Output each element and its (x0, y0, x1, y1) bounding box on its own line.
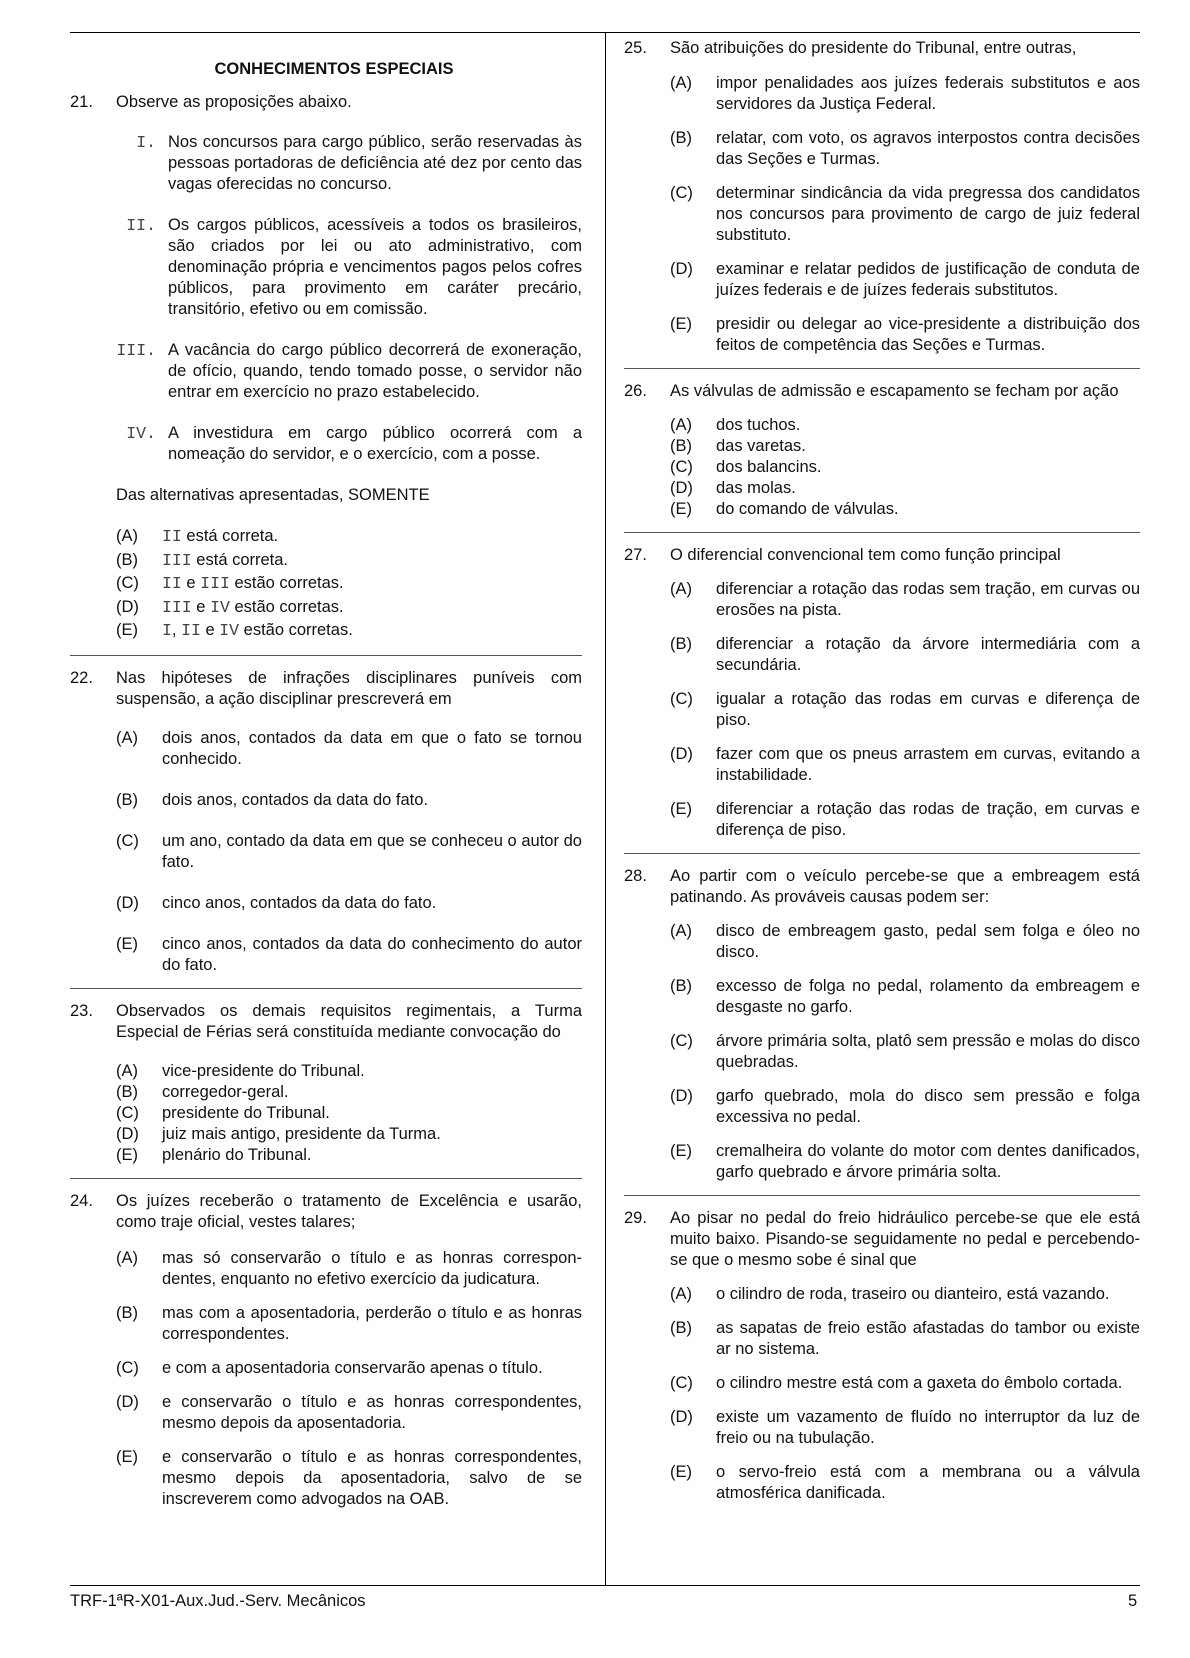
option-text: fazer com que os pneus arrastem em curvas, evitando a instabilidade. (716, 745, 1140, 784)
option-e[interactable] (670, 799, 1140, 841)
option-text: e conservarão o título e as honras correspondentes, mesmo depois da aposentadoria. (162, 1392, 582, 1432)
option-c[interactable] (116, 1103, 582, 1124)
option-letter: (B) (670, 129, 692, 147)
option-text: e com a aposentadoria conservarão apenas o título. (162, 1358, 543, 1377)
question-28 (624, 866, 1140, 1183)
option-text: existe um vazamento de fluído no interruptor da luz de freio ou na tubulação. (716, 1408, 1140, 1447)
proposition-number: I. (136, 133, 156, 152)
question-number: 28. (624, 867, 647, 885)
option-letter: (B) (670, 977, 692, 995)
question-26 (624, 381, 1140, 520)
question-25 (624, 38, 1140, 356)
option-text: está correta. (181, 527, 279, 545)
option-letter: (D) (670, 745, 693, 763)
option-list (70, 1248, 582, 1510)
option-b[interactable] (670, 436, 1140, 457)
question-number: 24. (70, 1191, 93, 1210)
option-d[interactable] (670, 478, 1140, 499)
option-text: está correta. (191, 550, 289, 569)
option-letter: (D) (670, 479, 693, 497)
question-stem: O diferencial convencional tem como função principal (670, 546, 1061, 564)
option-a[interactable] (670, 921, 1140, 963)
option-list (70, 1061, 582, 1166)
roman-numeral: III (162, 597, 192, 617)
option-text: dois anos, contados da data em que o fato se tornou conhecido. (162, 728, 582, 768)
option-a[interactable] (116, 1061, 582, 1082)
section-title: CONHECIMENTOS ESPECIAIS (214, 60, 454, 78)
option-text: dos balancins. (716, 458, 822, 476)
option-e[interactable] (116, 1447, 582, 1510)
right-column (624, 38, 1140, 1504)
question-separator (70, 988, 582, 989)
option-letter: (A) (116, 1248, 138, 1267)
question-separator (70, 1178, 582, 1179)
option-text: presidente do Tribunal. (162, 1103, 330, 1122)
option-letter: (A) (670, 922, 692, 940)
option-e[interactable] (670, 1462, 1140, 1504)
roman-numeral: III (200, 574, 230, 593)
option-letter: (B) (670, 635, 692, 653)
option-a[interactable] (670, 579, 1140, 621)
option-b[interactable] (670, 128, 1140, 170)
option-text: excesso de folga no pedal, rolamento da embreagem e desgaste no garfo. (716, 977, 1140, 1016)
proposition-list (70, 132, 582, 465)
option-text: cinco anos, contados da data do fato. (162, 893, 437, 912)
option-letter: (C) (670, 1032, 693, 1050)
option-letter: (D) (670, 1087, 693, 1105)
option-text: plenário do Tribunal. (162, 1145, 312, 1164)
left-column (70, 32, 582, 1510)
option-text: disco de embreagem gasto, pedal sem folga e óleo no disco. (716, 922, 1140, 961)
option-c[interactable] (116, 572, 582, 596)
question-separator (70, 655, 582, 656)
option-text: impor penalidades aos juízes federais substitutos e aos servidores da Justiça Federal. (716, 74, 1140, 113)
proposition-text: A vacância do cargo público decorrerá de exoneração, de ofício, quando, tendo tomado posse, o servidor não entrar em exercício no prazo estabelecido. (168, 341, 582, 401)
question-29 (624, 1208, 1140, 1504)
option-d[interactable] (116, 1392, 582, 1434)
option-text: diferenciar a rotação das rodas de tração, em curvas e diferença de piso. (716, 800, 1140, 839)
option-b[interactable] (116, 1303, 582, 1345)
option-a[interactable] (116, 728, 582, 770)
option-e[interactable] (670, 314, 1140, 356)
proposition-text: Os cargos públicos, acessíveis a todos os brasileiros, são criados por lei ou ato administrativo, com denominação própria e vencimentos pagos pelos cofres públicos, para provimento em caráter precário, transitório, efetivo ou em comissão. (168, 216, 582, 318)
roman-numeral: I (162, 621, 172, 640)
option-text: o cilindro de roda, traseiro ou dianteiro, está vazando. (716, 1285, 1110, 1303)
proposition-item (70, 215, 582, 320)
option-e[interactable] (116, 619, 582, 643)
option-letter: (C) (670, 1374, 693, 1392)
option-letter: (B) (116, 790, 138, 809)
option-d[interactable] (670, 744, 1140, 786)
question-stem: Observados os demais requisitos regimentais, a Turma Especial de Férias será constituída mediante convocação do (116, 1001, 582, 1041)
option-b[interactable] (116, 1082, 582, 1103)
option-text: corregedor-geral. (162, 1082, 289, 1101)
option-b[interactable] (670, 976, 1140, 1018)
option-text: das molas. (716, 479, 796, 497)
proposition-number: IV. (126, 424, 156, 443)
question-21 (70, 92, 582, 643)
option-letter: (C) (670, 458, 693, 476)
option-text: igualar a rotação das rodas em curvas e diferença de piso. (716, 690, 1140, 729)
option-c[interactable] (116, 831, 582, 873)
question-number: 21. (70, 93, 93, 111)
question-stem: São atribuições do presidente do Tribunal, entre outras, (670, 39, 1077, 57)
option-list (70, 728, 582, 976)
roman-numeral: IV (219, 621, 240, 640)
page-number: 5 (1128, 1592, 1138, 1610)
option-a[interactable] (670, 1284, 1140, 1305)
option-text: presidir ou delegar ao vice-presidente a distribuição dos feitos de competência das Seções e Turmas. (716, 315, 1140, 354)
option-text: mas só conservarão o título e as honras correspon-dentes, enquanto no efetivo exercício da judicatura. (162, 1248, 582, 1288)
footer-rule (70, 1585, 1140, 1586)
option-letter: (A) (116, 728, 138, 747)
option-d[interactable] (116, 596, 582, 620)
roman-numeral: III (162, 550, 192, 570)
option-text: o cilindro mestre está com a gaxeta do êmbolo cortada. (716, 1374, 1123, 1392)
question-number: 26. (624, 382, 647, 400)
question-stem: Observe as proposições abaixo. (116, 93, 352, 111)
option-letter: (C) (670, 184, 693, 202)
footer-code: TRF-1ªR-X01-Aux.Jud.-Serv. Mecânicos (70, 1592, 366, 1610)
option-letter: (B) (670, 437, 692, 455)
option-text: relatar, com voto, os agravos interpostos contra decisões das Seções e Turmas. (716, 129, 1140, 168)
roman-numeral: IV (210, 597, 230, 617)
option-text: das varetas. (716, 437, 806, 455)
option-letter: (E) (670, 1463, 692, 1481)
option-letter: (A) (670, 74, 692, 92)
proposition-number: II. (126, 216, 156, 235)
option-b[interactable] (670, 1318, 1140, 1360)
option-list (624, 579, 1140, 841)
option-c[interactable] (116, 1358, 582, 1379)
question-stem: Os juízes receberão o tratamento de Excelência e usarão, como traje oficial, vestes talares; (116, 1191, 582, 1231)
option-e[interactable] (116, 1145, 582, 1166)
option-text: e (191, 597, 211, 616)
option-text: , (171, 621, 182, 639)
question-23 (70, 1001, 582, 1166)
option-a[interactable] (670, 415, 1140, 436)
option-e[interactable] (116, 934, 582, 976)
question-separator (624, 1195, 1140, 1196)
option-text: estão corretas. (229, 574, 344, 592)
option-letter: (E) (116, 1145, 138, 1164)
option-text: dos tuchos. (716, 416, 801, 434)
option-text: examinar e relatar pedidos de justificação de conduta de juízes federais e de juízes federais substitutos. (716, 260, 1140, 299)
option-a[interactable] (670, 73, 1140, 115)
option-letter: (E) (670, 800, 692, 818)
roman-numeral: II (181, 621, 201, 640)
proposition-text: A investidura em cargo público ocorrerá com a nomeação do servidor, e o exercício, com a posse. (168, 424, 582, 463)
question-number: 23. (70, 1001, 93, 1020)
option-text: o servo-freio está com a membrana ou a válvula atmosférica danificada. (716, 1463, 1140, 1502)
option-c[interactable] (670, 1031, 1140, 1073)
option-letter: (A) (670, 580, 692, 598)
option-c[interactable] (670, 457, 1140, 478)
question-27 (624, 545, 1140, 841)
option-letter: (B) (116, 1303, 138, 1322)
option-letter: (A) (670, 416, 692, 434)
option-c[interactable] (670, 1373, 1140, 1394)
option-list (624, 415, 1140, 520)
question-lead: Das alternativas apresentadas, SOMENTE (116, 486, 430, 504)
option-text: juiz mais antigo, presidente da Turma. (162, 1124, 441, 1143)
roman-numeral: II (162, 574, 182, 593)
option-list (624, 921, 1140, 1183)
question-number: 29. (624, 1209, 647, 1227)
option-text: dois anos, contados da data do fato. (162, 790, 429, 809)
option-text: diferenciar a rotação da árvore intermediária com a secundária. (716, 635, 1140, 674)
option-text: vice-presidente do Tribunal. (162, 1061, 365, 1080)
option-letter: (C) (116, 831, 139, 850)
proposition-item (70, 423, 582, 465)
question-separator (624, 532, 1140, 533)
option-e[interactable] (670, 1141, 1140, 1183)
option-text: e conservarão o título e as honras correspondentes, mesmo depois da aposentadoria, salvo de se inscreverem como advogados na OAB. (162, 1447, 582, 1508)
option-letter: (C) (116, 574, 139, 592)
question-stem: Ao partir com o veículo percebe-se que a embreagem está patinando. As prováveis causas podem ser: (670, 867, 1140, 906)
option-text: determinar sindicância da vida pregressa dos candidatos nos concursos para provimento de cargo de juiz federal substituto. (716, 184, 1140, 244)
question-number: 27. (624, 546, 647, 564)
column-divider (605, 32, 606, 1586)
option-letter: (C) (116, 1358, 139, 1377)
question-22 (70, 668, 582, 976)
option-text: mas com a aposentadoria, perderão o título e as honras correspondentes. (162, 1303, 582, 1343)
option-d[interactable] (116, 1124, 582, 1145)
option-letter: (B) (116, 1082, 138, 1101)
option-b[interactable] (116, 549, 582, 573)
option-letter: (D) (116, 597, 139, 616)
option-letter: (D) (116, 893, 139, 912)
option-text: estão corretas. (229, 597, 344, 616)
option-text: cremalheira do volante do motor com dentes danificados, garfo quebrado e árvore primária solta. (716, 1142, 1140, 1181)
option-a[interactable] (116, 1248, 582, 1290)
option-text: as sapatas de freio estão afastadas do tambor ou existe ar no sistema. (716, 1319, 1140, 1358)
option-letter: (E) (670, 315, 692, 333)
option-letter: (B) (670, 1319, 692, 1337)
proposition-text: Nos concursos para cargo público, serão reservadas às pessoas portadoras de deficiência até dez por cento das vagas oferecidas no concurso. (168, 133, 582, 193)
option-letter: (C) (670, 690, 693, 708)
option-e[interactable] (670, 499, 1140, 520)
question-stem: As válvulas de admissão e escapamento se fecham por ação (670, 382, 1119, 400)
option-list (624, 1284, 1140, 1504)
option-d[interactable] (670, 259, 1140, 301)
option-letter: (E) (116, 621, 138, 639)
option-text: garfo quebrado, mola do disco sem pressão e folga excessiva no pedal. (716, 1087, 1140, 1126)
option-b[interactable] (116, 790, 582, 811)
option-letter: (D) (116, 1392, 139, 1411)
option-letter: (E) (670, 1142, 692, 1160)
question-number: 22. (70, 668, 93, 687)
option-text: estão corretas. (239, 621, 353, 639)
question-stem: Ao pisar no pedal do freio hidráulico percebe-se que ele está muito baixo. Pisando-se seguidamente no pedal e percebendo-se que o mesmo sobe é sinal que (670, 1209, 1140, 1269)
proposition-item (70, 132, 582, 195)
option-letter: (D) (670, 260, 693, 278)
proposition-item (70, 340, 582, 403)
option-d[interactable] (116, 893, 582, 914)
option-letter: (B) (116, 550, 138, 569)
option-letter: (C) (116, 1103, 139, 1122)
option-d[interactable] (670, 1407, 1140, 1449)
roman-numeral: II (162, 527, 182, 546)
option-list (624, 73, 1140, 356)
question-separator (624, 853, 1140, 854)
question-24 (70, 1191, 582, 1510)
option-c[interactable] (670, 689, 1140, 731)
option-a[interactable] (116, 525, 582, 549)
option-letter: (A) (116, 527, 138, 545)
option-letter: (E) (670, 500, 692, 518)
proposition-number: III. (116, 341, 156, 360)
question-number: 25. (624, 39, 647, 57)
question-stem: Nas hipóteses de infrações disciplinares puníveis com suspensão, a ação disciplinar prescreverá em (116, 668, 582, 708)
option-text: cinco anos, contados da data do conhecimento do autor do fato. (162, 934, 582, 974)
option-text: e (181, 574, 201, 592)
option-d[interactable] (670, 1086, 1140, 1128)
option-text: árvore primária solta, platô sem pressão e molas do disco quebradas. (716, 1032, 1140, 1071)
option-text: do comando de válvulas. (716, 500, 899, 518)
option-c[interactable] (670, 183, 1140, 246)
option-letter: (D) (116, 1124, 139, 1143)
option-letter: (A) (116, 1061, 138, 1080)
option-b[interactable] (670, 634, 1140, 676)
option-letter: (A) (670, 1285, 692, 1303)
option-text: um ano, contado da data em que se conheceu o autor do fato. (162, 831, 582, 871)
option-letter: (D) (670, 1408, 693, 1426)
option-letter: (E) (116, 934, 138, 953)
option-letter: (E) (116, 1447, 138, 1466)
question-separator (624, 368, 1140, 369)
option-text: diferenciar a rotação das rodas sem tração, em curvas ou erosões na pista. (716, 580, 1140, 619)
option-text: e (200, 621, 220, 639)
option-list (70, 525, 582, 643)
